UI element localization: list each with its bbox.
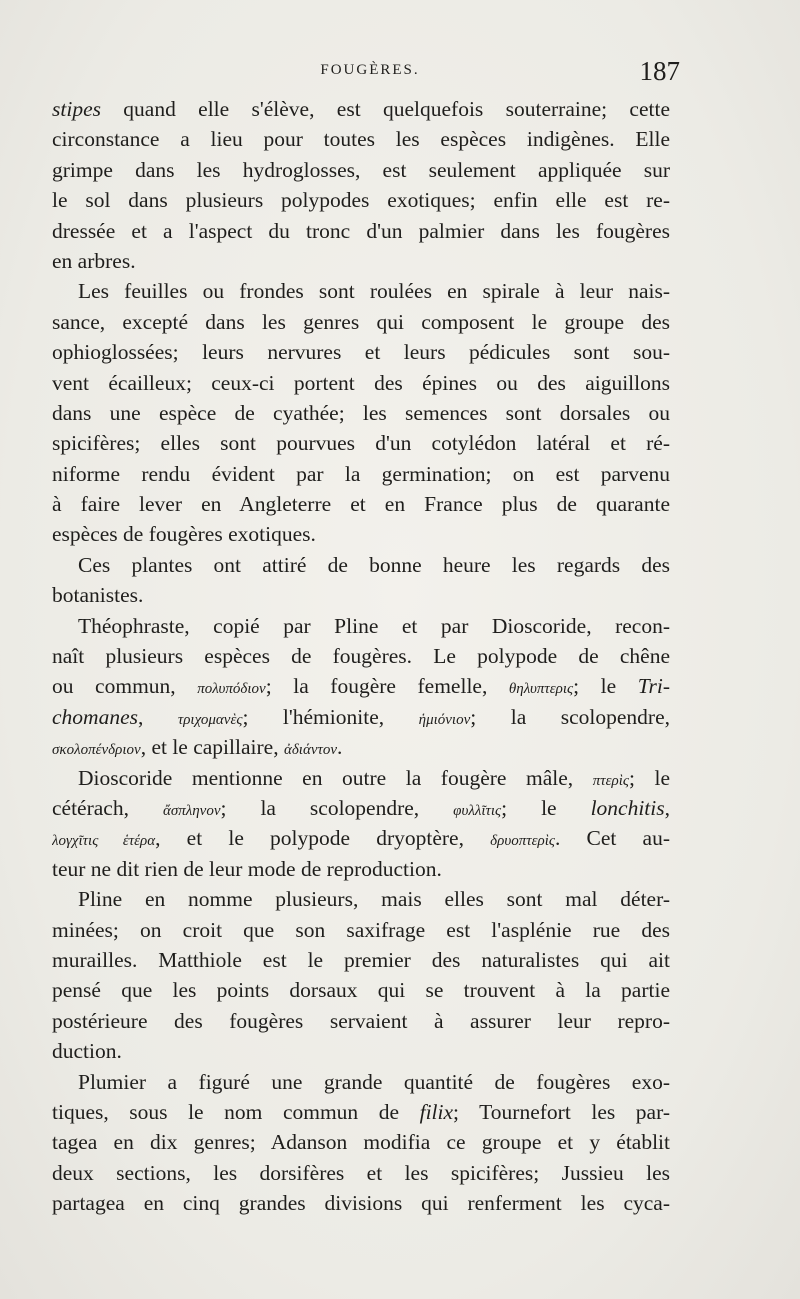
text-run: Ces plantes ont attiré de bonne heure les regards des xyxy=(78,552,670,577)
text-line xyxy=(52,1188,670,1218)
text-run: naît plusieurs espèces de fougères. Le polypode de chêne xyxy=(52,644,670,669)
text-run: ; le xyxy=(628,765,670,790)
text-run: Dioscoride mentionne en outre la fougère mâle, xyxy=(78,765,593,790)
body-text xyxy=(52,94,670,1218)
page-number: 187 xyxy=(639,56,680,86)
text-run: tiques, sous le nom commun de xyxy=(52,1099,420,1124)
text-run: partagea en cinq grandes divisions qui renferment les cyca- xyxy=(52,1191,670,1216)
text-line xyxy=(52,550,670,580)
text-line xyxy=(52,823,670,853)
text-run: ; l'hémionite, xyxy=(242,704,419,729)
text-line xyxy=(52,246,670,276)
italic-term: stipes xyxy=(52,97,101,121)
text-run: ophioglossées; leurs nervures et leurs pédicules sont sou- xyxy=(52,340,670,365)
text-run: ; le xyxy=(573,674,638,699)
text-run: minées; on croit que son saxifrage est l'asplénie rue des xyxy=(52,917,670,942)
text-line xyxy=(52,611,670,641)
text-run: tagea en dix genres; Adanson modifia ce groupe et y établit xyxy=(52,1130,670,1155)
italic-term: Tri- xyxy=(637,674,670,699)
text-run: , et le polypode dryoptère, xyxy=(155,826,491,851)
text-line xyxy=(52,489,670,519)
text-run: . xyxy=(337,735,343,760)
text-run: duction. xyxy=(52,1039,122,1064)
running-head xyxy=(60,56,680,84)
text-line xyxy=(52,793,670,823)
text-line xyxy=(52,1036,670,1066)
text-line xyxy=(52,1097,670,1127)
greek-term: ἡμιόνιον xyxy=(418,711,471,728)
text-run: ; la fougère femelle, xyxy=(265,674,509,699)
text-run: Pline en nomme plusieurs, mais elles sont mal déter- xyxy=(78,887,670,912)
text-line xyxy=(52,975,670,1005)
text-run: grimpe dans les hydroglosses, est seulement appliquée sur xyxy=(52,157,670,182)
text-line xyxy=(52,1158,670,1188)
text-run: sance, excepté dans les genres qui composent le groupe des xyxy=(52,309,670,334)
text-line xyxy=(52,763,670,793)
text-line xyxy=(52,216,670,246)
text-run: le sol dans plusieurs polypodes exotiques; enfin elle est re- xyxy=(52,188,670,213)
text-line xyxy=(52,459,670,489)
text-line xyxy=(52,337,670,367)
text-run: espèces de fougères exotiques. xyxy=(52,522,316,547)
text-line xyxy=(52,1006,670,1036)
text-run: cétérach, xyxy=(52,795,163,820)
text-line xyxy=(52,884,670,914)
greek-term: φυλλῖτις xyxy=(453,802,502,819)
text-line xyxy=(52,1067,670,1097)
text-line xyxy=(52,276,670,306)
italic-term: lonchitis xyxy=(590,795,665,820)
text-line xyxy=(52,124,670,154)
text-line xyxy=(52,155,670,185)
text-run: , xyxy=(664,795,670,820)
greek-term: ἀδιάντον xyxy=(283,742,338,759)
text-run: teur ne dit rien de leur mode de reproduction. xyxy=(52,856,442,881)
text-line xyxy=(52,702,670,732)
greek-term: πολυπόδιον xyxy=(197,681,266,698)
text-run: ; la scolopendre, xyxy=(220,795,454,820)
greek-term: ἄσπληνον xyxy=(162,802,221,819)
text-run: spicifères; elles sont pourvues d'un cotylédon latéral et ré- xyxy=(52,431,670,456)
text-run: ; Tournefort les par- xyxy=(453,1099,670,1124)
text-line xyxy=(52,185,670,215)
text-run: dans une espèce de cyathée; les semences sont dorsales ou xyxy=(52,400,670,425)
italic-term: filix xyxy=(419,1099,454,1124)
text-line xyxy=(52,398,670,428)
text-run: ou commun, xyxy=(52,674,198,699)
running-title: FOUGÈRES. xyxy=(320,62,420,78)
text-run: Théophraste, copié par Pline et par Dioscoride, recon- xyxy=(78,613,670,638)
text-line xyxy=(52,1127,670,1157)
greek-term: σκολοπένδριον xyxy=(52,742,141,759)
text-line xyxy=(52,94,670,124)
text-line xyxy=(52,428,670,458)
text-run: circonstance a lieu pour toutes les espèces indigènes. Elle xyxy=(52,127,670,152)
text-run: deux sections, les dorsifères et les spicifères; Jussieu les xyxy=(52,1160,670,1185)
greek-term: λογχῖτις ἑτέρα xyxy=(52,833,156,850)
text-run: , xyxy=(137,704,178,729)
text-run: quand elle s'élève, est quelquefois souterraine; cette xyxy=(100,97,670,121)
text-line xyxy=(52,854,670,884)
text-line xyxy=(52,368,670,398)
text-run: Plumier a figuré une grande quantité de fougères exo- xyxy=(78,1069,670,1094)
greek-term: τριχομανὲς xyxy=(177,711,243,728)
greek-term: θηλυπτερις xyxy=(508,681,574,698)
text-run: vent écailleux; ceux-ci portent des épines ou des aiguillons xyxy=(52,370,670,395)
greek-term: δρυοπτερὶς xyxy=(490,833,555,850)
text-line xyxy=(52,641,670,671)
text-run: . Cet au- xyxy=(554,826,670,851)
text-run: ; le xyxy=(501,795,591,820)
text-line xyxy=(52,732,670,762)
text-line xyxy=(52,307,670,337)
text-line xyxy=(52,945,670,975)
text-line xyxy=(52,580,670,610)
text-run: murailles. Matthiole est le premier des naturalistes qui ait xyxy=(52,947,670,972)
text-run: pensé que les points dorsaux qui se trouvent à la partie xyxy=(52,978,670,1003)
italic-term: chomanes xyxy=(52,704,138,729)
text-run: ; la scolopendre, xyxy=(470,704,670,729)
text-line xyxy=(52,915,670,945)
text-run: en arbres. xyxy=(52,248,136,273)
text-run: dressée et a l'aspect du tronc d'un palmier dans les fougères xyxy=(52,218,670,243)
text-run: Les feuilles ou frondes sont roulées en spirale à leur nais- xyxy=(78,279,670,304)
greek-term: πτερὶς xyxy=(592,772,629,789)
text-run: postérieure des fougères servaient à assurer leur repro- xyxy=(52,1008,670,1033)
text-line xyxy=(52,671,670,701)
text-run: à faire lever en Angleterre et en France plus de quarante xyxy=(52,492,670,517)
text-run: botanistes. xyxy=(52,583,144,608)
text-run: niforme rendu évident par la germination; on est parvenu xyxy=(52,461,670,486)
text-run: , et le capillaire, xyxy=(140,735,284,760)
text-line xyxy=(52,519,670,549)
